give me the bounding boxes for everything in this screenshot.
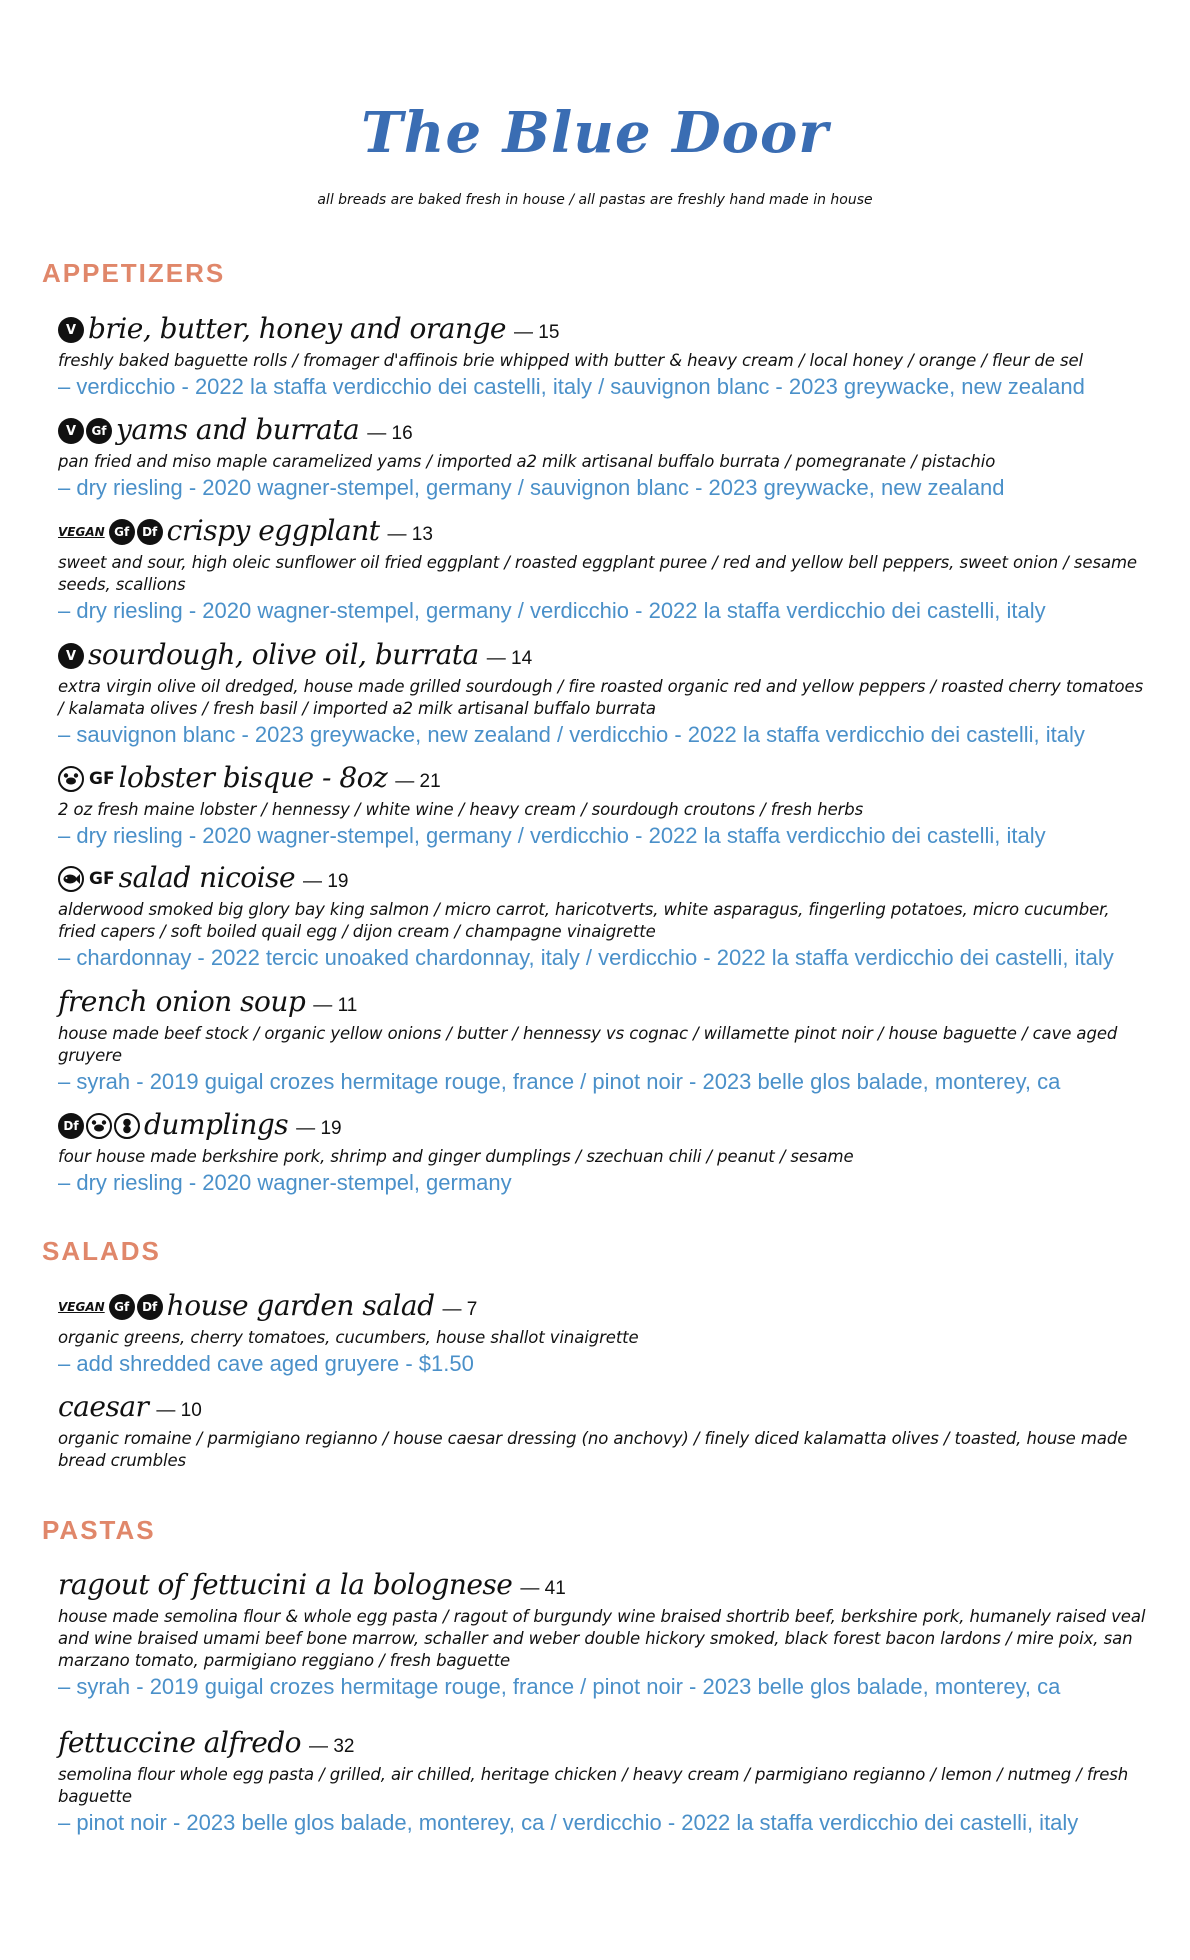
gluten-free-icon: Gf	[109, 519, 135, 545]
dietary-icons	[58, 643, 84, 669]
menu-item	[58, 638, 1148, 750]
menu-item	[58, 985, 1148, 1097]
vegetarian-icon: V	[58, 317, 84, 343]
peanut-shape-icon	[121, 1118, 133, 1134]
dietary-icons	[58, 519, 163, 545]
gluten-free-icon: Gf	[86, 418, 112, 444]
item-name: fettuccine alfredo	[58, 1726, 302, 1759]
item-price: — 7	[442, 1299, 478, 1320]
restaurant-title: The Blue Door	[361, 100, 829, 166]
vegan-icon: VEGAN	[58, 1300, 105, 1314]
item-price: — 14	[486, 648, 533, 669]
item-description: alderwood smoked big glory bay king salmon / micro carrot, haricotverts, white asparagus, fingerling potatoes, micro cucumber, fried capers / soft boiled quail egg / dijon cream / champagne vinaigrette	[58, 900, 1110, 941]
item-description: extra virgin olive oil dredged, house made grilled sourdough / fire roasted organic red and yellow peppers / roasted cherry tomatoes / kalamata olives / fresh basil / imported a2 milk artisanal buffalo burrata	[58, 677, 1144, 718]
item-name: lobster bisque - 8oz	[118, 761, 388, 794]
dietary-icons	[58, 766, 115, 792]
fish-shape-icon	[62, 873, 80, 885]
item-description: pan fried and miso maple caramelized yams / imported a2 milk artisanal buffalo burrata / pomegranate / pistachio	[58, 452, 996, 471]
menu-item	[58, 312, 1148, 402]
menu-item	[58, 1568, 1148, 1702]
menu-item	[58, 861, 1148, 973]
dietary-icons	[58, 418, 112, 444]
item-description: organic greens, cherry tomatoes, cucumbers, house shallot vinaigrette	[58, 1328, 639, 1347]
item-description: house made semolina flour & whole egg pasta / ragout of burgundy wine braised shortrib beef, berkshire pork, humanely raised veal and wine braised umami beef bone marrow, schaller and weber double hickory smoked, black forest bacon lardons / mire poix, san marzano tomato, parmigiano reggiano / fresh baguette	[58, 1607, 1146, 1670]
dairy-free-icon: Df	[58, 1113, 84, 1139]
gluten-free-icon: GF	[89, 769, 115, 789]
wine-pairing: – dry riesling - 2020 wagner-stempel, germany / verdicchio - 2022 la staffa verdicchio dei castelli, italy	[58, 823, 1046, 848]
item-price: — 15	[514, 322, 560, 343]
item-description: house made beef stock / organic yellow onions / butter / hennessy vs cognac / willamette pinot noir / house baguette / cave aged gruyere	[58, 1024, 1118, 1065]
add-on: – add shredded cave aged gruyere - $1.50	[58, 1351, 474, 1376]
wine-pairing: – chardonnay - 2022 tercic unoaked chardonnay, italy / verdicchio - 2022 la staffa verdicchio dei castelli, italy	[58, 945, 1114, 970]
vegetarian-icon: V	[58, 643, 84, 669]
item-description: 2 oz fresh maine lobster / hennessy / white wine / heavy cream / sourdough croutons / fresh herbs	[58, 800, 864, 819]
item-name: ragout of fettucini a la bolognese	[58, 1568, 513, 1601]
section-heading-appetizers: APPETIZERS	[42, 258, 226, 288]
tagline: all breads are baked fresh in house / all pastas are freshly hand made in house	[317, 192, 873, 208]
wine-pairing: – verdicchio - 2022 la staffa verdicchio dei castelli, italy / sauvignon blanc - 2023 greywacke, new zealand	[58, 374, 1085, 399]
item-name: crispy eggplant	[166, 514, 380, 547]
item-description: organic romaine / parmigiano regianno / house caesar dressing (no anchovy) / finely diced kalamatta olives / toasted, house made bread crumbles	[58, 1429, 1128, 1470]
gluten-free-icon: Gf	[109, 1294, 135, 1320]
item-name: caesar	[58, 1390, 149, 1423]
item-price: — 19	[296, 1118, 342, 1139]
dietary-icons	[58, 1113, 140, 1139]
crab-icon	[63, 772, 79, 786]
item-price: — 11	[313, 995, 358, 1016]
wine-pairing: – sauvignon blanc - 2023 greywacke, new zealand / verdicchio - 2022 la staffa verdicchio dei castelli, italy	[58, 722, 1085, 747]
item-description: four house made berkshire pork, shrimp and ginger dumplings / szechuan chili / peanut / sesame	[58, 1147, 854, 1166]
shellfish-icon	[86, 1113, 112, 1139]
menu-item	[58, 514, 1148, 626]
item-name: salad nicoise	[118, 861, 296, 894]
wine-pairing: – dry riesling - 2020 wagner-stempel, germany	[58, 1170, 512, 1195]
menu-item	[58, 1108, 1148, 1198]
wine-pairing: – syrah - 2019 guigal crozes hermitage rouge, france / pinot noir - 2023 belle glos balade, monterey, ca	[58, 1674, 1061, 1699]
dietary-icons	[58, 866, 115, 892]
item-description: semolina flour whole egg pasta / grilled, air chilled, heritage chicken / heavy cream / parmigiano regianno / lemon / nutmeg / fresh baguette	[58, 1765, 1129, 1806]
vegan-icon: VEGAN	[58, 525, 105, 539]
item-description: freshly baked baguette rolls / fromager d'affinois brie whipped with butter & heavy cream / local honey / orange / fleur de sel	[58, 351, 1083, 370]
item-name: house garden salad	[166, 1289, 435, 1322]
item-price: — 10	[156, 1400, 202, 1421]
item-price: — 32	[309, 1736, 355, 1757]
item-price: — 41	[520, 1578, 566, 1599]
menu-item	[58, 1390, 1148, 1472]
item-name: yams and burrata	[116, 413, 360, 446]
item-name: brie, butter, honey and orange	[88, 312, 507, 345]
shellfish-icon	[58, 766, 84, 792]
dietary-icons	[58, 1294, 163, 1320]
wine-pairing: – pinot noir - 2023 belle glos balade, monterey, ca / verdicchio - 2022 la staffa verdicchio dei castelli, italy	[58, 1810, 1079, 1835]
wine-pairing: – dry riesling - 2020 wagner-stempel, germany / verdicchio - 2022 la staffa verdicchio dei castelli, italy	[58, 598, 1046, 623]
item-price: — 19	[303, 871, 349, 892]
item-description: sweet and sour, high oleic sunflower oil fried eggplant / roasted eggplant puree / red and yellow bell peppers, sweet onion / sesame seeds, scallions	[58, 553, 1137, 594]
item-name: french onion soup	[58, 985, 306, 1018]
menu-item	[58, 761, 1148, 851]
section-heading-salads: SALADS	[42, 1236, 161, 1266]
item-name: sourdough, olive oil, burrata	[88, 638, 479, 671]
peanut-icon	[114, 1113, 140, 1139]
menu-item	[58, 1726, 1148, 1838]
menu-item	[58, 413, 1148, 503]
item-price: — 13	[387, 524, 433, 545]
item-price: — 21	[395, 771, 441, 792]
wine-pairing: – syrah - 2019 guigal crozes hermitage rouge, france / pinot noir - 2023 belle glos balade, monterey, ca	[58, 1069, 1061, 1094]
section-heading-pastas: PASTAS	[42, 1515, 156, 1545]
vegetarian-icon: V	[58, 418, 84, 444]
crab-icon	[91, 1119, 107, 1133]
fish-icon	[58, 866, 84, 892]
item-name: dumplings	[144, 1108, 289, 1141]
dietary-icons	[58, 317, 84, 343]
menu-item	[58, 1289, 1148, 1379]
item-price: — 16	[367, 423, 413, 444]
dairy-free-icon: Df	[137, 519, 163, 545]
gluten-free-icon: GF	[89, 869, 115, 889]
wine-pairing: – dry riesling - 2020 wagner-stempel, germany / sauvignon blanc - 2023 greywacke, new zealand	[58, 475, 1005, 500]
dairy-free-icon: Df	[137, 1294, 163, 1320]
